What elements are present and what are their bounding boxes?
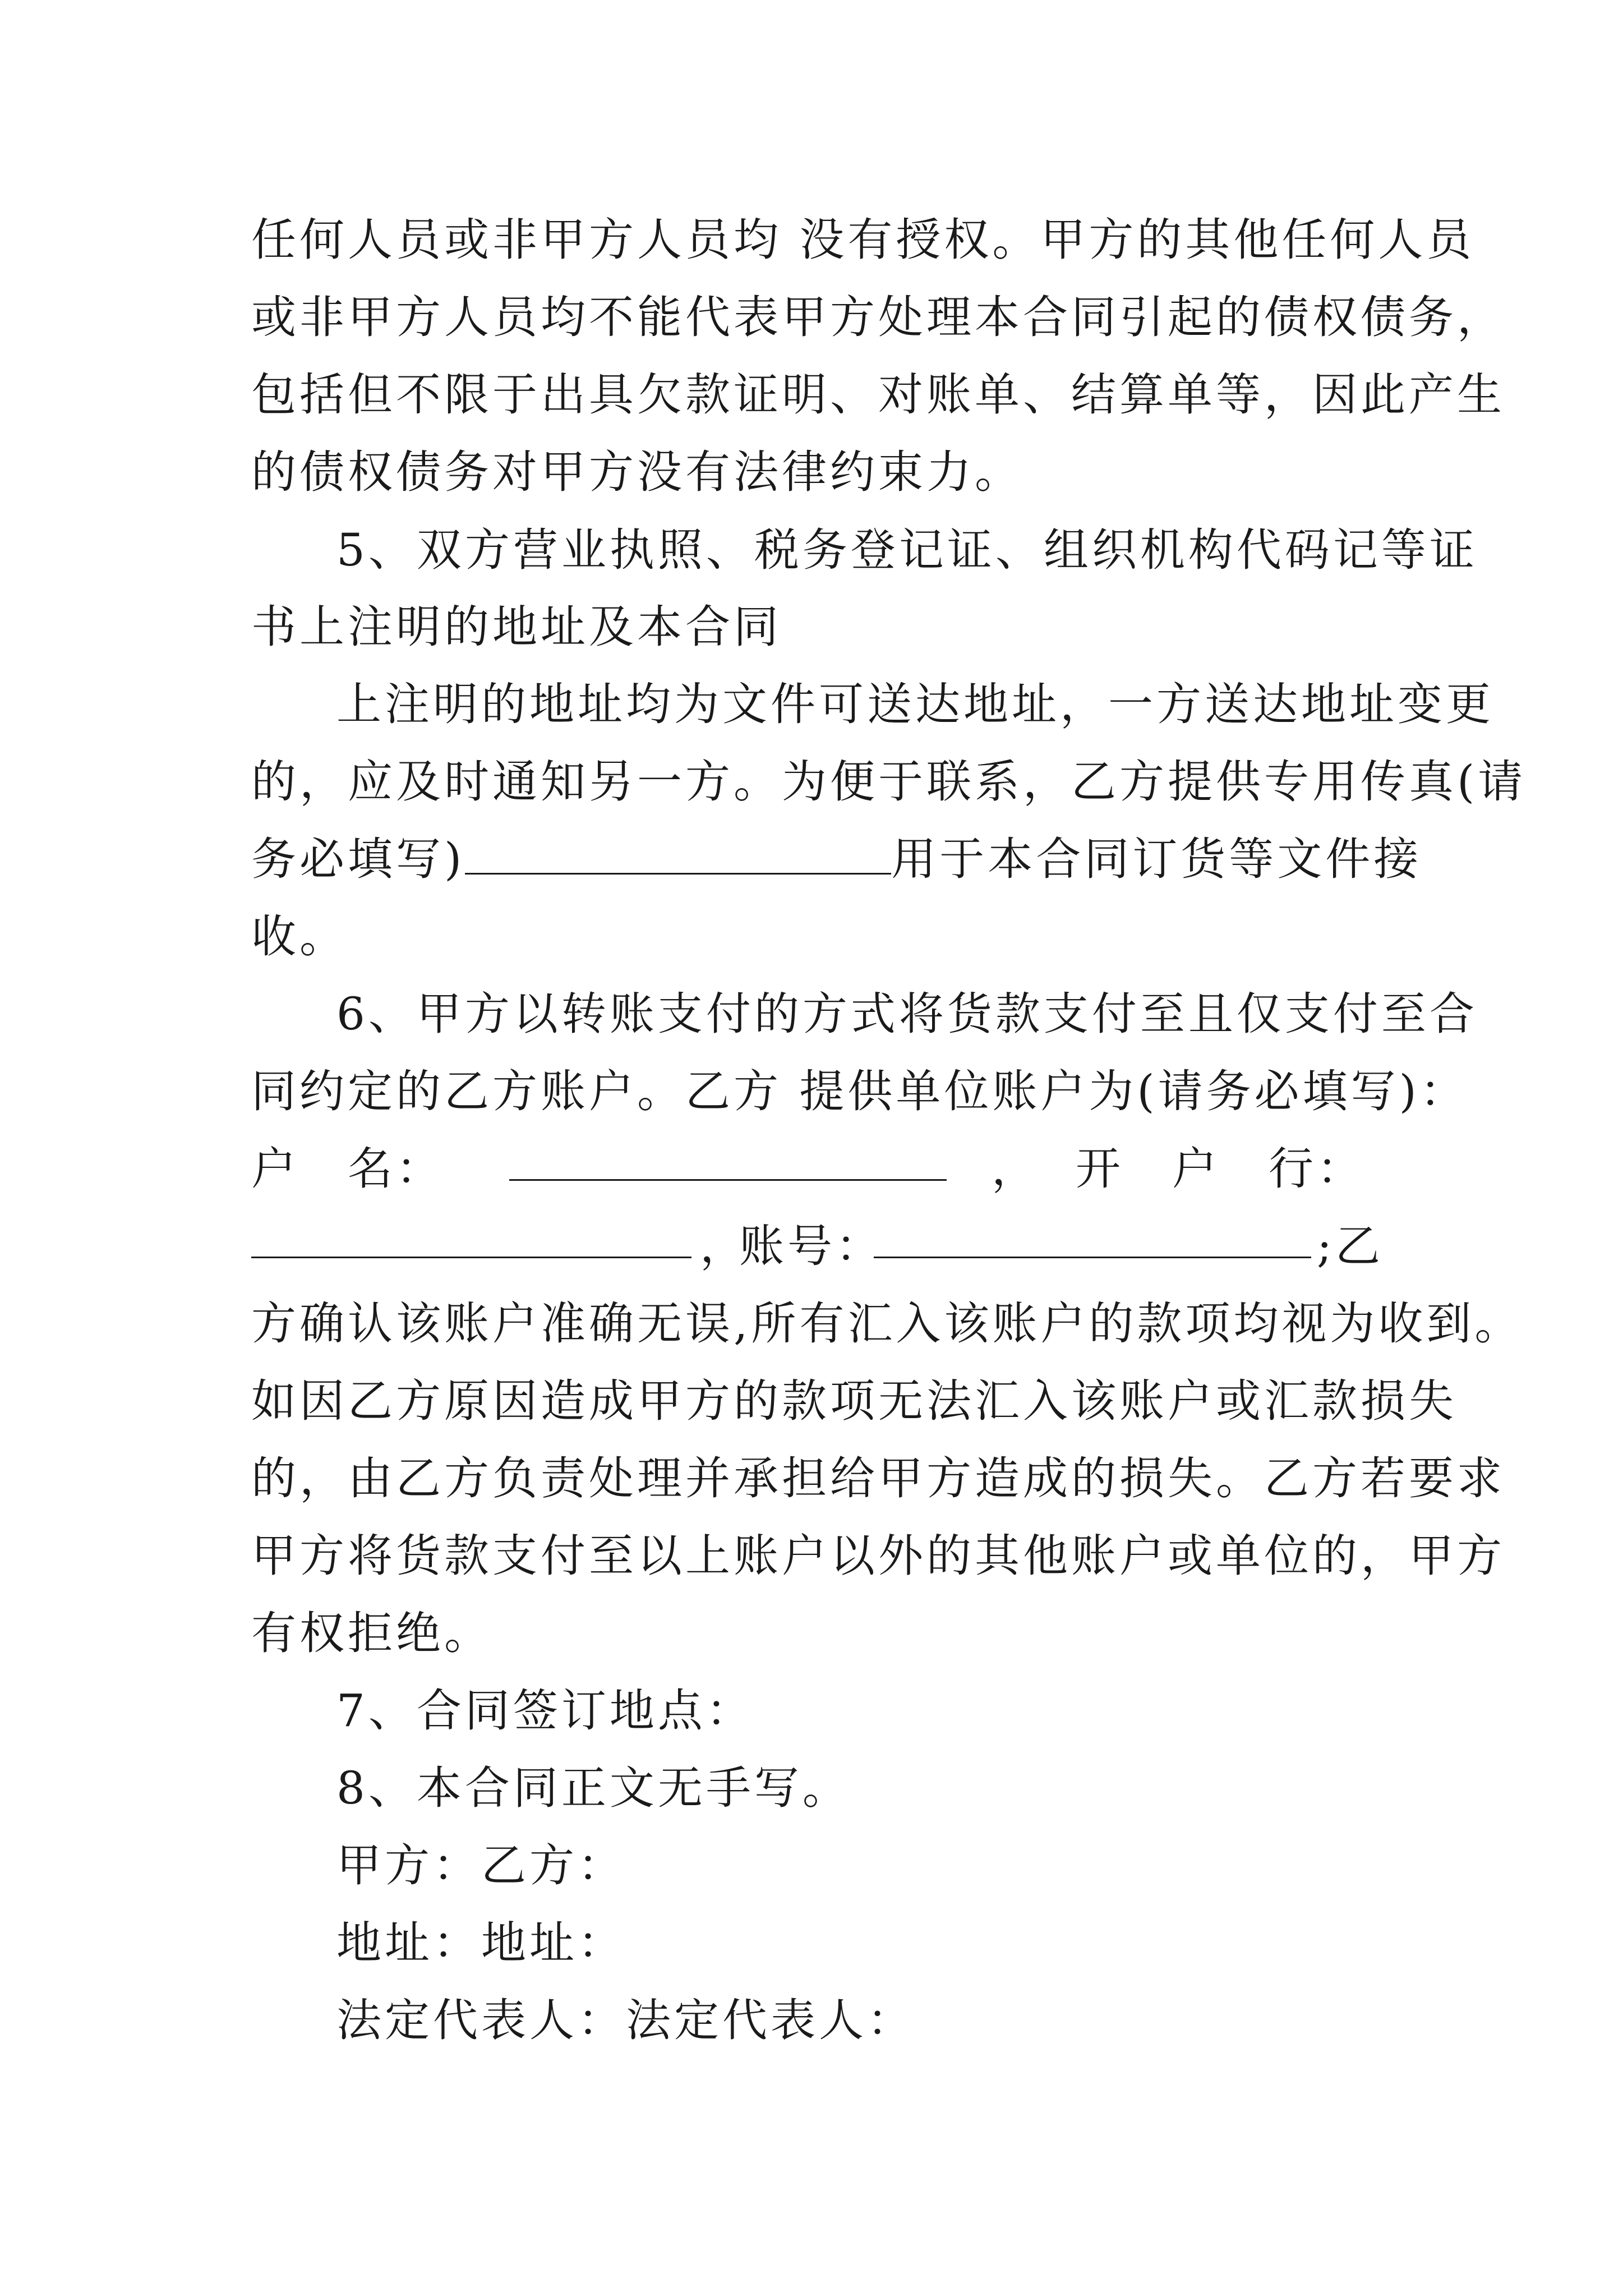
text-line: 包括但不限于出具欠款证明、对账单、结算单等，因此产生 [251, 369, 1505, 421]
bank-blank[interactable] [251, 1217, 691, 1258]
text-line: 有权拒绝。 [251, 1607, 492, 1659]
text-line: 的，由乙方负责处理并承担给甲方造成的损失。乙方若要求 [251, 1452, 1505, 1504]
fax-usage-text: 用于本合同订货等文件接 [891, 833, 1422, 885]
text-line: 任何人员或非甲方人员均 没有授权。甲方的其他任何人员 [251, 214, 1475, 266]
address-line: 地址：地址： [336, 1917, 626, 1969]
fax-number-blank[interactable] [465, 834, 891, 875]
text-line: 方确认该账户准确无误,所有汇入该账户的款项均视为收到。 [251, 1297, 1523, 1350]
account-number-blank[interactable] [874, 1217, 1311, 1258]
account-number-line [251, 1215, 1384, 1278]
text-line: 收。 [251, 910, 348, 963]
clause-6-line: 6、甲方以转账支付的方式将货款支付至且仅支付至合 [336, 988, 1478, 1040]
bank-label: 开 户 行： [1076, 1143, 1365, 1195]
text-line: 书上注明的地址及本合同 [251, 601, 782, 653]
account-name-label: 户 名： [251, 1143, 444, 1195]
account-name-blank[interactable] [509, 1140, 947, 1181]
line-tail: ;乙 [1317, 1220, 1384, 1272]
text-line: 的债权债务对甲方没有法律约束力。 [251, 446, 1023, 498]
fax-line [251, 828, 1422, 891]
account-number-label: 账号： [739, 1220, 884, 1272]
clause-8-line: 8、本合同正文无手写。 [336, 1762, 851, 1814]
text-line: 如因乙方原因造成甲方的款项无法汇入该账户或汇款损失 [251, 1375, 1457, 1427]
legal-rep-line: 法定代表人：法定代表人： [336, 1994, 915, 2046]
fax-label: 务必填写) [251, 833, 465, 885]
clause-5-line: 5、双方营业执照、税务登记证、组织机构代码记等证 [336, 524, 1478, 576]
text-line: 上注明的地址均为文件可送达地址，一方送达地址变更 [336, 678, 1494, 730]
text-line: 的，应及时通知另一方。为便于联系，乙方提供专用传真(请 [251, 756, 1527, 808]
separator: ， [992, 1143, 1040, 1195]
text-line: 甲方将货款支付至以上账户以外的其他账户或单位的，甲方 [251, 1530, 1505, 1582]
account-name-line [251, 1138, 1378, 1200]
clause-7-line: 7、合同签订地点： [336, 1685, 754, 1737]
separator: ， [700, 1220, 748, 1272]
text-line: 同约定的乙方账户。乙方 提供单位账户为(请务必填写)： [251, 1065, 1468, 1117]
party-line: 甲方：乙方： [336, 1839, 626, 1892]
text-line: 或非甲方人员均不能代表甲方处理本合同引起的债权债务， [251, 291, 1505, 343]
